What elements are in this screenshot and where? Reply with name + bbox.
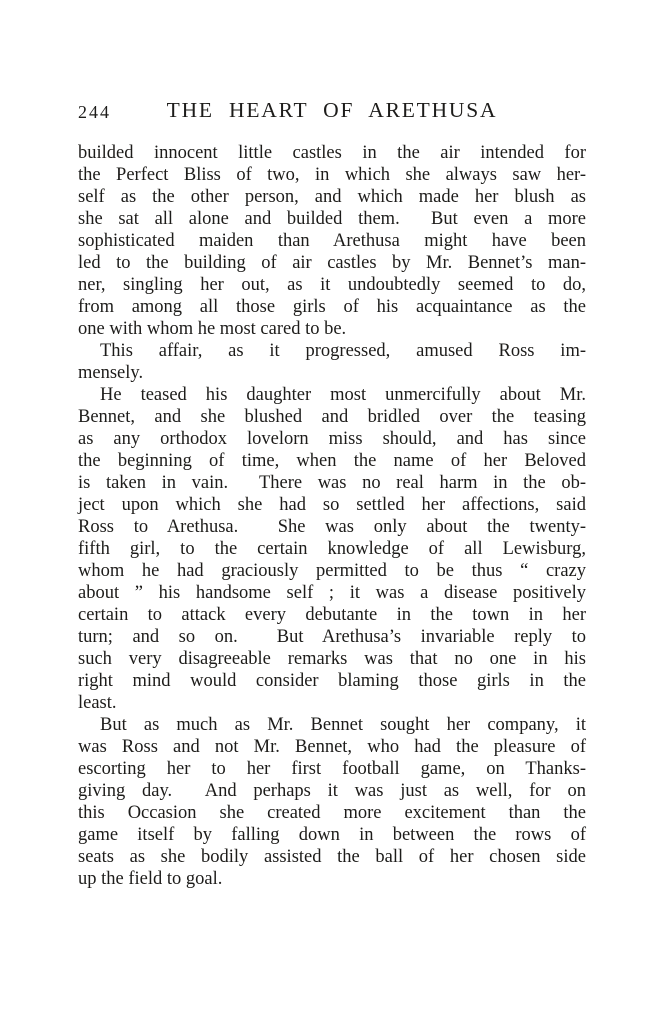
- text-line: fifth girl, to the certain knowledge of all Lewisburg,: [78, 539, 586, 559]
- text-line: is taken in vain. There was no real harm in the ob-: [78, 473, 586, 493]
- text-line: ner, singling her out, as it undoubtedly seemed to do,: [78, 275, 586, 295]
- page-number: 244: [78, 102, 111, 122]
- text-line: giving day. And perhaps it was just as well, for on: [78, 781, 586, 801]
- text-line: the beginning of time, when the name of her Beloved: [78, 451, 586, 471]
- text-line: least.: [78, 693, 117, 713]
- text-line: But as much as Mr. Bennet sought her company, it: [100, 715, 586, 735]
- text-line: such very disagreeable remarks was that no one in his: [78, 649, 586, 669]
- text-line: about ” his handsome self ; it was a disease positively: [78, 583, 586, 603]
- paragraph: [78, 340, 586, 384]
- text-line: He teased his daughter most unmercifully about Mr.: [100, 385, 586, 405]
- text-line: right mind would consider blaming those girls in the: [78, 671, 586, 691]
- text-line: one with whom he most cared to be.: [78, 319, 347, 339]
- text-line: she sat all alone and builded them. But even a more: [78, 209, 586, 229]
- paragraph: [78, 384, 586, 714]
- text-line: seats as she bodily assisted the ball of her chosen side: [78, 847, 586, 867]
- text-line: was Ross and not Mr. Bennet, who had the pleasure of: [78, 737, 586, 757]
- text-line: the Perfect Bliss of two, in which she always saw her-: [78, 165, 586, 185]
- text-line: whom he had graciously permitted to be thus “ crazy: [78, 561, 586, 581]
- text-line: escorting her to her first football game, on Thanks-: [78, 759, 586, 779]
- text-line: builded innocent little castles in the air intended for: [78, 143, 586, 163]
- text-line: up the field to goal.: [78, 869, 223, 889]
- running-title: THE HEART OF ARETHUSA: [166, 98, 498, 122]
- paragraph: [78, 714, 586, 890]
- text-line: Ross to Arethusa. She was only about the twenty-: [78, 517, 586, 537]
- page-header: [78, 98, 586, 124]
- text-line: this Occasion she created more excitement than the: [78, 803, 586, 823]
- text-line: self as the other person, and which made her blush as: [78, 187, 586, 207]
- text-line: as any orthodox lovelorn miss should, and has since: [78, 429, 586, 449]
- text-line: game itself by falling down in between the rows of: [78, 825, 586, 845]
- text-line: mensely.: [78, 363, 144, 383]
- text-line: from among all those girls of his acquaintance as the: [78, 297, 586, 317]
- body-text: [78, 142, 586, 890]
- text-line: This affair, as it progressed, amused Ross im-: [100, 341, 586, 361]
- text-line: turn; and so on. But Arethusa’s invariable reply to: [78, 627, 586, 647]
- text-line: ject upon which she had so settled her affections, said: [78, 495, 586, 515]
- text-line: certain to attack every debutante in the town in her: [78, 605, 586, 625]
- paragraph: [78, 142, 586, 340]
- text-line: Bennet, and she blushed and bridled over the teasing: [78, 407, 586, 427]
- text-line: led to the building of air castles by Mr. Bennet’s man-: [78, 253, 586, 273]
- text-line: sophisticated maiden than Arethusa might have been: [78, 231, 586, 251]
